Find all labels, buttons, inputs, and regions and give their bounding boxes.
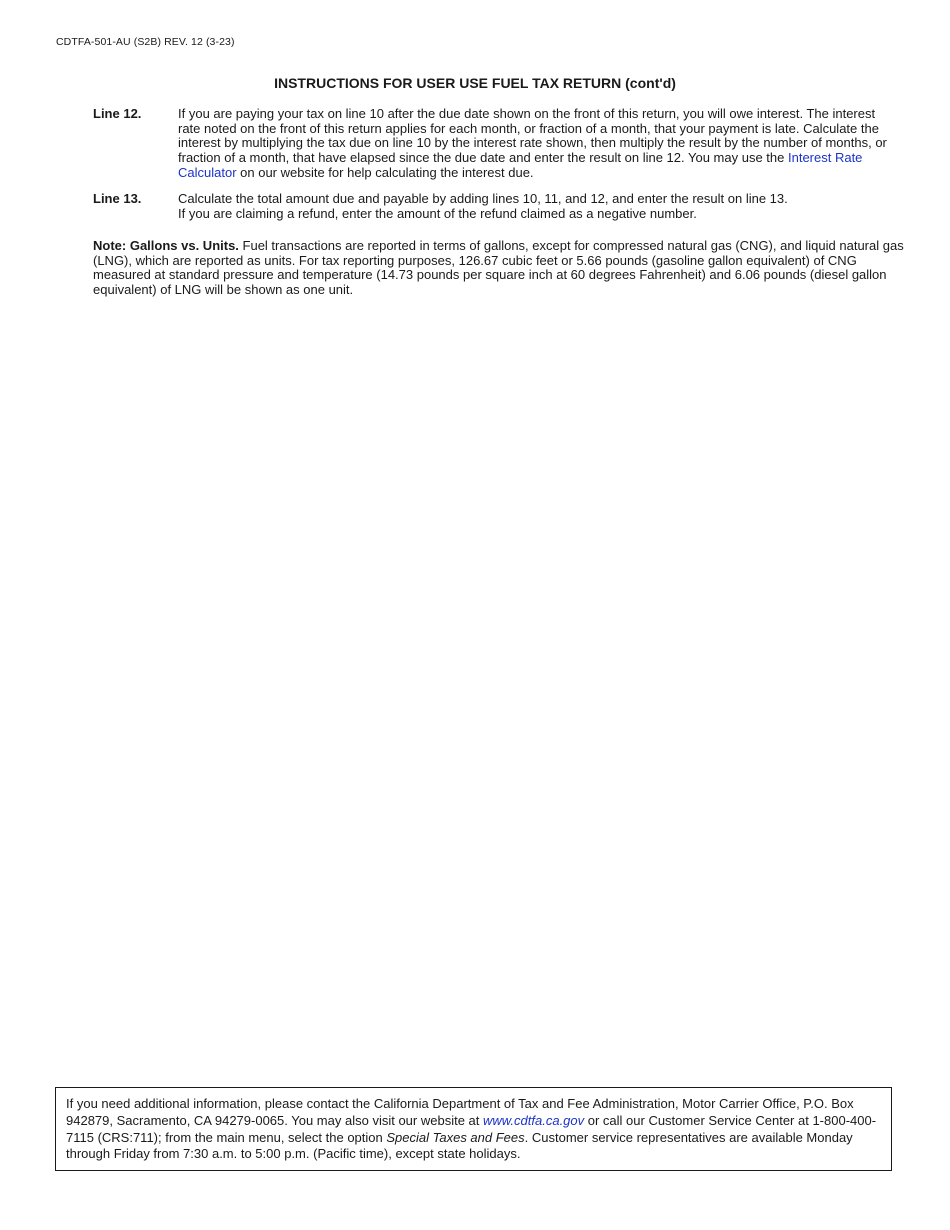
- website-link[interactable]: www.cdtfa.ca.gov: [482, 1112, 585, 1128]
- line-12-text: If you are paying your tax on line 10 after the due date shown on the front of this return, you will owe interest. The interest rate noted on the front of this return applies for each month, or fraction of a month, that your payment is late. Calculate the interest by multiplying the tax due on line 10 by the interest rate shown, then multiply the result by the number of months, or fraction of a month, that have elapsed since the due date and enter the result on line 12. You may use the: [178, 106, 887, 166]
- line-13-text-2: If you are claiming a refund, enter the amount of the refund claimed as a negative number.: [178, 205, 697, 221]
- page-title: INSTRUCTIONS FOR USER USE FUEL TAX RETURN (cont'd): [274, 75, 676, 91]
- footer-text-middle: or call our Customer Service Center at 1-800-400-7115 (CRS:711); from the main menu, select the option: [66, 1112, 877, 1145]
- line-12-body: [178, 107, 898, 181]
- line-13-body: [178, 192, 898, 221]
- contact-info-box: [55, 1087, 892, 1171]
- note-text: Fuel transactions are reported in terms of gallons, except for compressed natural gas (CNG), and liquid natural gas (LNG), which are reported as units. For tax reporting purposes, 126.67 cubic feet or 5.66 pounds (gasoline gallon equivalent) of CNG measured at standard pressure and temperature (14.73 pounds per square inch at 60 degrees Fahrenheit) and 6.06 pounds (diesel gallon equivalent) of LNG will be shown as one unit.: [93, 238, 904, 298]
- menu-option-text: Special Taxes and Fees: [386, 1129, 525, 1145]
- footer-text: If you need additional information, please contact the California Department of Tax and Fee Administration, Motor Carrier Office, P.O. Box 942879, Sacramento, CA 94279-0065. You may also visit our website at: [66, 1096, 854, 1128]
- footer-text-end: . Customer service representatives are available Monday through Friday from 7:30 a.m. to 5:00 p.m. (Pacific time), except state holidays.: [66, 1129, 853, 1162]
- form-id: CDTFA-501-AU (S2B) REV. 12 (3-23): [56, 36, 235, 48]
- line-12-text-end: on our website for help calculating the interest due.: [236, 164, 534, 180]
- note-label: Note: Gallons vs. Units.: [93, 238, 239, 253]
- line-13-label: Line 13.: [93, 191, 142, 206]
- interest-rate-calculator-link[interactable]: Interest Rate Calculator: [178, 150, 863, 180]
- units-note: [93, 239, 905, 298]
- line-12-label: Line 12.: [93, 106, 142, 121]
- line-13-text-1: Calculate the total amount due and payable by adding lines 10, 11, and 12, and enter the result on line 13.: [178, 191, 788, 206]
